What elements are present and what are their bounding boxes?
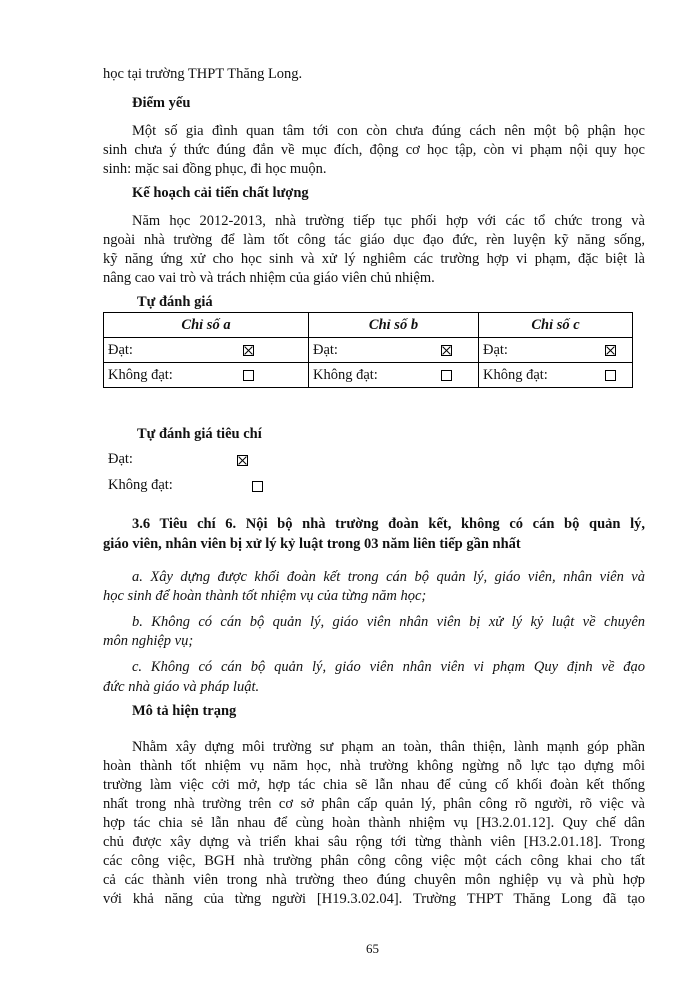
cell-a-pass: [104, 338, 309, 363]
plan-line: kỹ năng ứng xử cho học sinh và xử lý nghiêm các trường hợp vi phạm, đặc biệt là: [103, 251, 645, 267]
checked-box-icon[interactable]: [441, 345, 452, 356]
checked-box-icon[interactable]: [605, 345, 616, 356]
status-line: cả các thành viên trong nhà trường theo đúng chuyên môn nghiệp vụ và phù hợp: [103, 872, 645, 888]
criterion-item-c-line: đức nhà giáo và pháp luật.: [103, 679, 260, 695]
cell-c-fail: [479, 363, 633, 388]
criterion-item-b-line: môn nghiệp vụ;: [103, 633, 194, 649]
empty-box-icon[interactable]: [441, 370, 452, 381]
weakness-line: sinh: mặc sai đồng phục, đi học muộn.: [103, 161, 327, 177]
status-line: nhất trong nhà trường trên cơ sở phân cấp quản lý, phân công rõ người, rõ việc và: [103, 796, 645, 812]
criterion-pass-label: Đạt:: [108, 451, 133, 467]
status-line: hợp tác chia sẻ lẫn nhau để cùng hoàn thành nhiệm vụ [H3.2.01.12]. Quy chế dân: [103, 815, 645, 831]
checked-box-icon[interactable]: [243, 345, 254, 356]
criterion-eval-title: Tự đánh giá tiêu chí: [137, 426, 262, 442]
self-eval-title: Tự đánh giá: [137, 294, 213, 310]
criterion-fail-label: Không đạt:: [108, 477, 173, 493]
weakness-title: Điểm yếu: [132, 95, 191, 111]
criterion6-heading-line: 3.6 Tiêu chí 6. Nội bộ nhà trường đoàn kết, không có cán bộ quản lý,: [132, 516, 645, 532]
status-line: các công việc, BGH nhà trường phân công công việc một cách công khai cho tất: [103, 853, 645, 869]
status-line: với khả năng của từng người [H19.3.02.04]. Trường THPT Thăng Long đã tạo: [103, 891, 645, 907]
empty-box-icon[interactable]: [243, 370, 254, 381]
pass-label: Đạt:: [483, 341, 508, 358]
status-line: hoàn thành tốt nhiệm vụ năm học, nhà trường không ngừng nỗ lực tạo dựng môi: [103, 758, 645, 774]
status-line: Nhằm xây dựng môi trường sư phạm an toàn, thân thiện, lành mạnh góp phần: [132, 739, 645, 755]
cell-c-pass: [479, 338, 633, 363]
page-number: 65: [366, 941, 379, 956]
plan-line: nâng cao vai trò và trách nhiệm của giáo viên chủ nhiệm.: [103, 270, 435, 286]
fail-label: Không đạt:: [108, 366, 173, 383]
empty-box-icon[interactable]: [605, 370, 616, 381]
cell-a-fail: [104, 363, 309, 388]
empty-box-icon[interactable]: [252, 481, 263, 492]
intro-line: học tại trường THPT Thăng Long.: [103, 66, 303, 82]
col-head-c: Chỉ số c: [479, 313, 633, 338]
criterion-item-a-line: a. Xây dựng được khối đoàn kết trong cán bộ quản lý, giáo viên, nhân viên và: [132, 569, 645, 585]
weakness-line: sinh chưa ý thức đúng đắn về mục đích, động cơ học tập, còn vi phạm nội quy học: [103, 142, 645, 158]
pass-label: Đạt:: [108, 341, 133, 358]
plan-title: Kế hoạch cải tiến chất lượng: [132, 185, 309, 201]
checked-box-icon[interactable]: [237, 455, 248, 466]
criterion6-heading-line: giáo viên, nhân viên bị xử lý kỷ luật trong 03 năm liên tiếp gần nhất: [103, 536, 521, 552]
status-title: Mô tả hiện trạng: [132, 703, 237, 719]
self-eval-table: [103, 312, 633, 388]
fail-label: Không đạt:: [313, 366, 378, 383]
plan-line: ngoài nhà trường để làm tốt công tác giáo dục đạo đức, rèn luyện kỹ năng sống,: [103, 232, 645, 248]
col-head-a: Chỉ số a: [104, 313, 309, 338]
criterion-item-c-line: c. Không có cán bộ quản lý, giáo viên nhân viên vi phạm Quy định về đạo: [132, 659, 645, 675]
cell-b-fail: [309, 363, 479, 388]
status-line: trường làm việc cởi mở, hợp tác chia sẽ lẫn nhau để củng cố khối đoàn kết thống: [103, 777, 645, 793]
plan-line: Năm học 2012-2013, nhà trường tiếp tục phối hợp với các tổ chức trong và: [132, 213, 645, 229]
fail-label: Không đạt:: [483, 366, 548, 383]
weakness-line: Một số gia đình quan tâm tới con còn chưa đúng cách nên một bộ phận học: [132, 123, 645, 139]
cell-b-pass: [309, 338, 479, 363]
pass-label: Đạt:: [313, 341, 338, 358]
status-line: chủ được xây dựng và triển khai sâu rộng tới từng thành viên [H3.2.01.18]. Trong: [103, 834, 645, 850]
criterion-item-b-line: b. Không có cán bộ quản lý, giáo viên nhân viên bị xử lý kỷ luật về chuyên: [132, 614, 645, 630]
criterion-item-a-line: học sinh để hoàn thành tốt nhiệm vụ của từng năm học;: [103, 588, 427, 604]
col-head-b: Chỉ số b: [309, 313, 479, 338]
